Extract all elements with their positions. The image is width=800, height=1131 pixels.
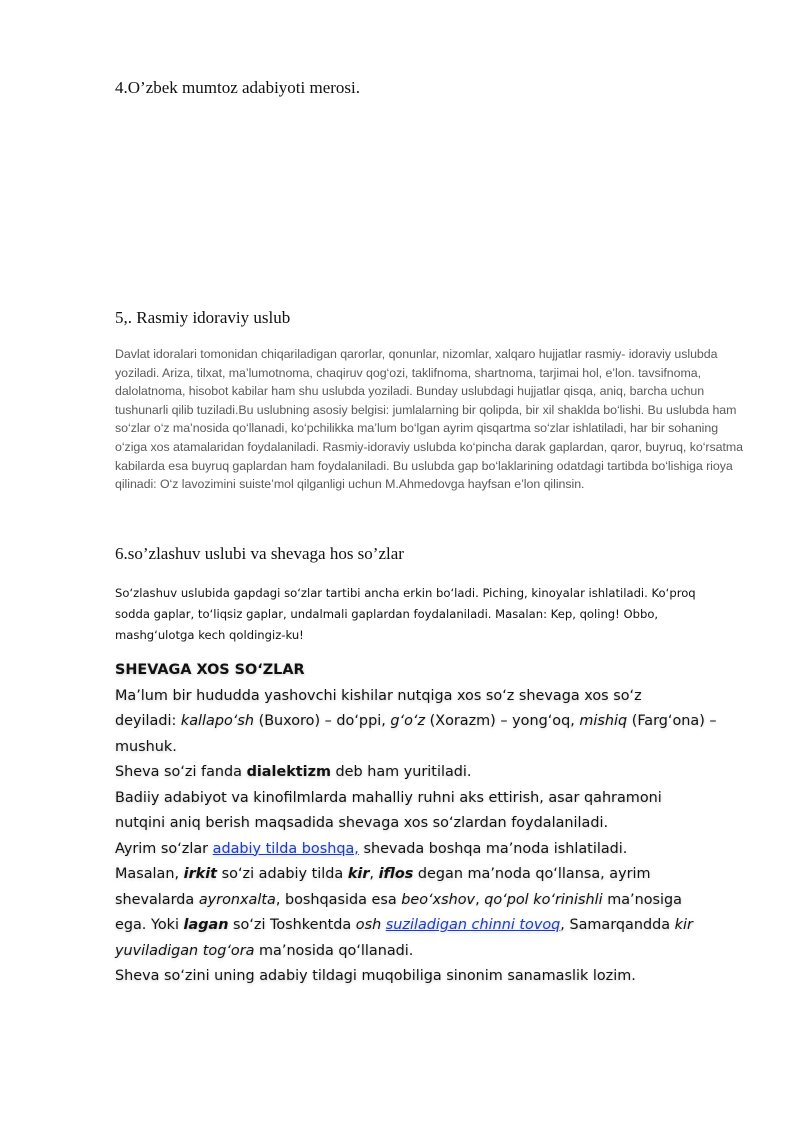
sheva-section-title: SHEVAGA XOS SO‘ZLAR bbox=[115, 662, 305, 678]
rasmiy-line: Davlat idoralari tomonidan chiqariladigan qarorlar, qonunlar, nizomlar, xalqaro hujjatlar rasmiy- bbox=[115, 347, 629, 361]
example-word: qo‘pol ko‘rinishli bbox=[484, 891, 603, 908]
example-word: kir bbox=[347, 866, 370, 882]
example-word: iflos bbox=[378, 866, 414, 882]
sozlashuv-line: mashg‘ulotga kech qoldingiz-ku! bbox=[115, 628, 304, 642]
rasmiy-line: ko‘rsatma kabilarda esa buyruq gaplardan ham foydalaniladi. Bu uslubda gap bo‘laklarining odatdagi bbox=[115, 439, 743, 473]
example-word: kallapo‘sh bbox=[180, 713, 254, 729]
sozlashuv-line: sodda gaplar, to‘liqsiz gaplar, undalmali gaplardan foydalaniladi. Masalan: Kep, qoling! Obbo, bbox=[115, 607, 659, 621]
rasmiy-uslub-paragraph bbox=[115, 345, 747, 494]
example-word: lagan bbox=[183, 917, 229, 933]
sozlashuv-line: So‘zlashuv uslubida gapdagi so‘zlar tartibi ancha erkin bo‘ladi. Piching, kinoyalar ishlatiladi. Ko‘proq bbox=[115, 586, 696, 600]
rasmiy-line: uslubdagi hujjatlar qisqa, aniq, barcha uchun tushunarli qilib tuziladi.Bu uslubning asosiy belgisi: bbox=[115, 384, 705, 417]
sheva-line: mushuk. bbox=[115, 738, 177, 755]
term-word: dialektizm bbox=[246, 764, 331, 780]
example-word: osh bbox=[355, 917, 382, 933]
rasmiy-line: tarjimai hol, e’lon. tavsifnoma, dalolatnoma, hisobot kabilar ham shu uslubda yoziladi. Bunday bbox=[115, 365, 701, 399]
example-word: irkit bbox=[183, 866, 218, 882]
adabiy-tilda-link[interactable]: adabiy tilda boshqa, bbox=[212, 840, 359, 857]
example-word: kir bbox=[674, 917, 693, 933]
rasmiy-line: e’lon qilinsin. bbox=[514, 477, 585, 492]
rasmiy-line: tartibda bo‘lishiga rioya qilinadi: O‘z lavozimini suiste’mol qilganligi uchun M.Ahmedovga hayfsan bbox=[115, 458, 733, 492]
sheva-line: ega. Yoki lagan so‘zi Toshkentda osh suziladigan chinni tovoq, Samarqandda kir bbox=[115, 917, 693, 933]
sheva-line: Sheva so‘zini uning adabiy tildagi muqobiliga sinonim sanamaslik lozim. bbox=[115, 968, 636, 984]
sheva-line: shevalarda ayronxalta, boshqasida esa beo‘xshov, qo‘pol ko‘rinishli ma’nosiga bbox=[115, 891, 682, 908]
rasmiy-line: ko‘pchilikka ma’lum bo‘lgan ayrim qisqartma so‘zlar ishlatiladi, har bir sohaning o‘ziga xos bbox=[115, 421, 719, 454]
sheva-line: nutqini aniq berish maqsadida shevaga xos so‘zlardan foydalaniladi. bbox=[115, 815, 609, 831]
rasmiy-line: idoraviy uslubda yoziladi. Ariza, tilxat, ma’lumotnoma, chaqiruv qog‘ozi, taklifnoma, shartnoma, bbox=[115, 347, 718, 380]
sheva-line: Badiiy adabiyot va kinofilmlarda mahalliy ruhni aks ettirish, asar qahramoni bbox=[115, 789, 662, 806]
sheva-line: Masalan, irkit so‘zi adabiy tilda kir, iflos degan ma’noda qo‘llansa, ayrim bbox=[115, 866, 651, 882]
heading-sozlashuv-uslub: 6.so’zlashuv uslubi va shevaga hos so’zlar bbox=[115, 544, 404, 563]
suziladigan-link[interactable]: suziladigan chinni tovoq bbox=[385, 917, 561, 933]
heading-mumtoz-adabiyot: 4.O’zbek mumtoz adabiyoti merosi. bbox=[115, 78, 361, 97]
example-word: mishiq bbox=[579, 713, 628, 729]
example-word: ayronxalta bbox=[198, 891, 276, 908]
sheva-line: yuviladigan tog‘ora ma’nosida qo‘llanadi. bbox=[115, 942, 414, 959]
rasmiy-line: jumlalarning bir qolipda, bir xil shaklda bo‘lishi. Bu uslubda ham so‘zlar o‘z ma’nosida qo‘llanadi, bbox=[115, 402, 737, 436]
heading-rasmiy-uslub: 5,. Rasmiy idoraviy uslub bbox=[115, 308, 291, 327]
sheva-line: Sheva so‘zi fanda dialektizm deb ham yuritiladi. bbox=[115, 764, 472, 780]
sheva-line: Ayrim so‘zlar adabiy tilda boshqa, shevada boshqa ma’noda ishlatiladi. bbox=[115, 840, 628, 857]
sheva-line: deyiladi: kallapo‘sh (Buxoro) – do‘ppi, g‘o‘z (Xorazm) – yong‘oq, mishiq (Farg‘ona) – bbox=[115, 713, 717, 729]
example-word: yuviladigan tog‘ora bbox=[115, 942, 255, 959]
example-word: beo‘xshov bbox=[401, 891, 476, 908]
sheva-line: Ma’lum bir hududda yashovchi kishilar nutqiga xos so‘z shevaga xos so‘z bbox=[115, 687, 642, 704]
rasmiy-line: atamalaridan foydalaniladi. Rasmiy-idoraviy uslubda ko‘pincha darak gaplardan, qaror, buyruq, bbox=[173, 439, 690, 454]
shevaga-xos-section bbox=[115, 658, 745, 990]
example-word: g‘o‘z bbox=[390, 713, 426, 729]
sozlashuv-paragraph bbox=[115, 583, 715, 646]
